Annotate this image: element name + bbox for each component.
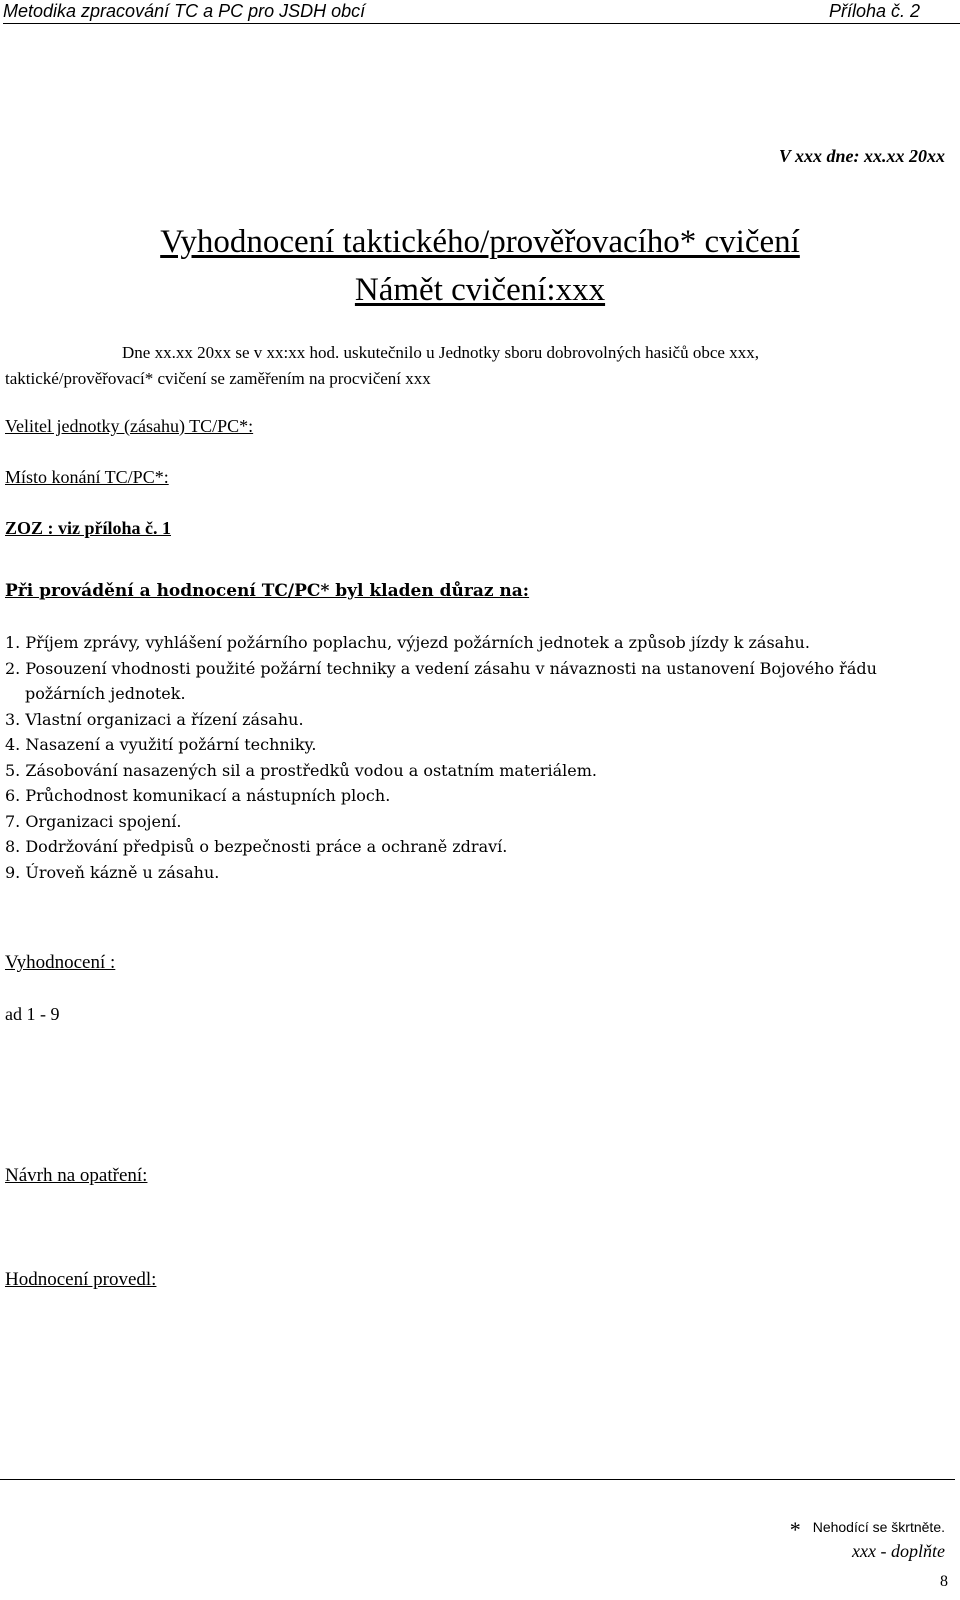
footnote	[790, 1517, 945, 1543]
list-item: 5. Zásobování nasazených sil a prostředků vodou a ostatním materiálem.	[5, 760, 598, 780]
commander-field: Velitel jednotky (zásahu) TC/PC*:	[5, 416, 254, 436]
evaluated-by-heading: Hodnocení provedl:	[5, 1269, 157, 1290]
page-number: 8	[940, 1573, 948, 1590]
header-attachment-label: Příloha č. 2	[829, 1, 921, 21]
proposal-heading: Návrh na opatření:	[5, 1165, 148, 1186]
document-title: Vyhodnocení taktického/prověřovacího* cvičení	[160, 224, 800, 260]
intro-paragraph	[5, 340, 960, 392]
list-item: 9. Úroveň kázně u zásahu.	[5, 862, 220, 882]
intro-line-1: Dne xx.xx 20xx se v xx:xx hod. uskutečnilo u Jednotky sboru dobrovolných hasičů obce xxx,	[122, 343, 759, 362]
location-field: Místo konání TC/PC*:	[5, 467, 169, 487]
list-item: 4. Nasazení a využití požární techniky.	[5, 735, 317, 754]
header-rule	[3, 23, 960, 24]
list-item: 8. Dodržování předpisů o bezpečnosti práce a ochraně zdraví.	[5, 837, 508, 856]
list-item: 6. Průchodnost komunikací a nástupních ploch.	[5, 786, 391, 805]
zoz-field: ZOZ : viz příloha č. 1	[5, 518, 171, 538]
list-item: 3. Vlastní organizaci a řízení zásahu.	[5, 709, 304, 729]
header-title: Metodika zpracování TC a PC pro JSDH obcí	[3, 1, 366, 21]
asterisk-mark: *	[789, 1517, 801, 1542]
date-line: V xxx dne: xx.xx 20xx	[778, 146, 945, 166]
fill-in-note: xxx - doplňte	[852, 1541, 945, 1561]
evaluation-heading: Vyhodnocení :	[5, 952, 116, 973]
exercise-topic: Námět cvičení:xxx	[354, 272, 606, 308]
footnote-text: Nehodící se škrtněte.	[812, 1519, 945, 1535]
list-item: 1. Příjem zprávy, vyhlášení požárního poplachu, výjezd požárních jednotek a způsob jízdy k zásahu.	[5, 633, 810, 652]
evaluation-range: ad 1 - 9	[5, 1004, 60, 1024]
footer-rule	[0, 1479, 955, 1480]
page-header	[3, 0, 960, 24]
emphasis-heading: Při provádění a hodnocení TC/PC* byl kladen důraz na:	[5, 581, 530, 601]
intro-line-2: taktické/prověřovací* cvičení se zaměřením na procvičení xxx	[5, 369, 431, 388]
list-item: 2. Posouzení vhodnosti použité požární techniky a vedení zásahu v návaznosti na ustanovení Bojového řádu požárních jednotek.	[5, 658, 877, 703]
evaluation-criteria-list	[5, 630, 950, 885]
list-item: 7. Organizaci spojení.	[5, 811, 182, 831]
